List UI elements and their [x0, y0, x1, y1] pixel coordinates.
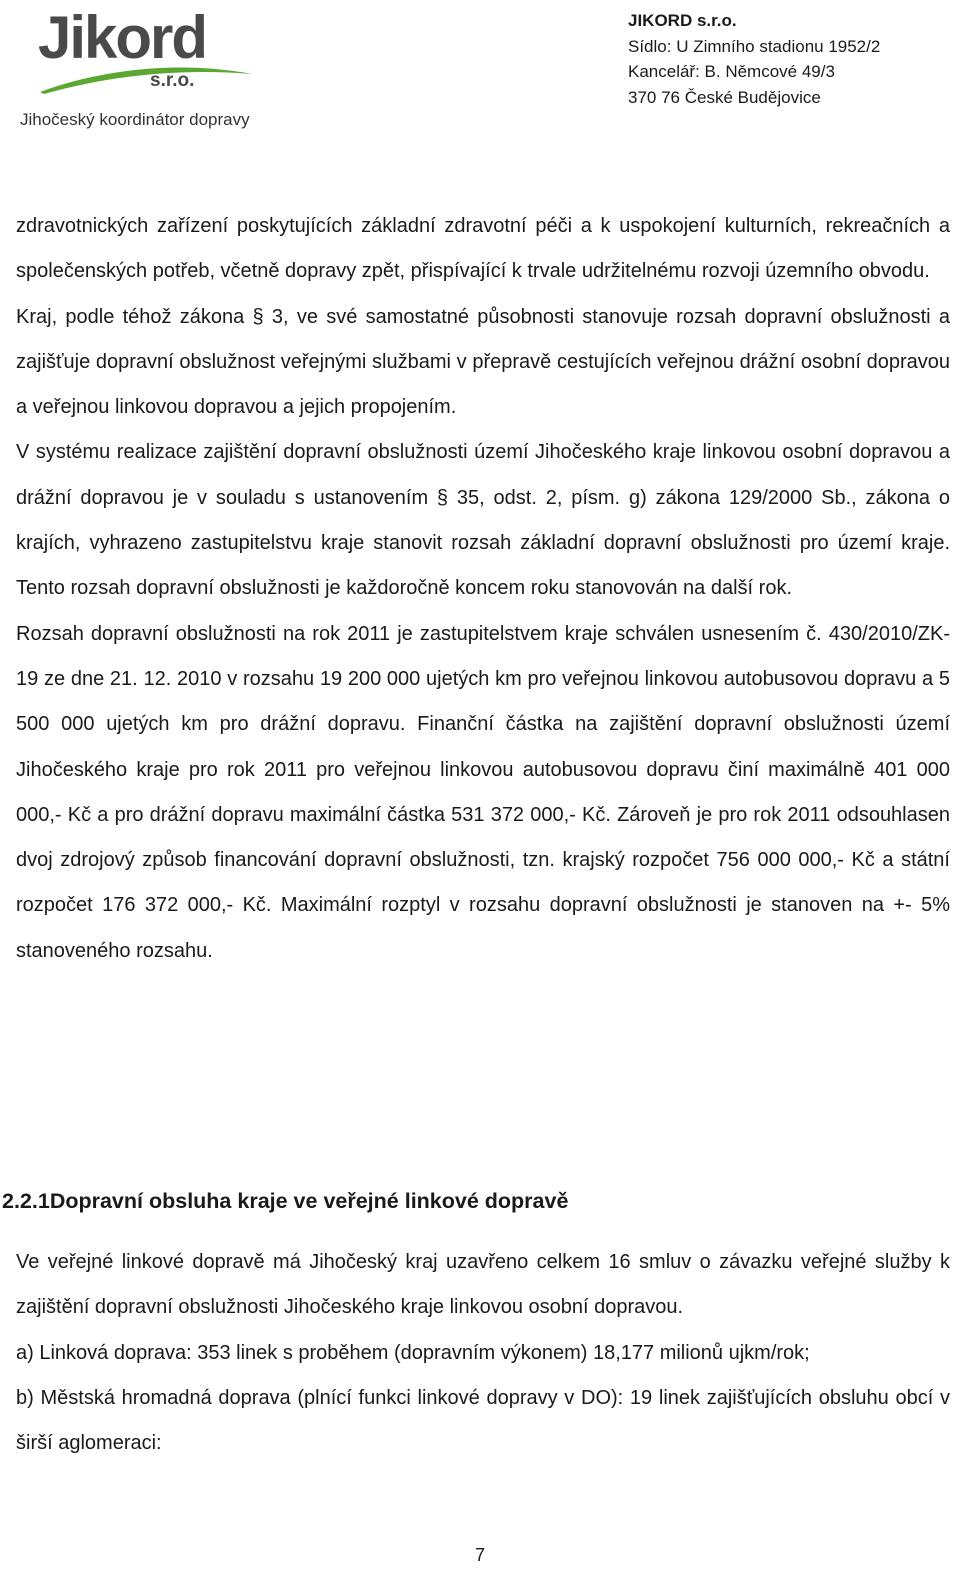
main-text	[16, 204, 950, 974]
address-line-1: Sídlo: U Zimního stadionu 1952/2	[628, 36, 881, 56]
section-paragraph-1: Ve veřejné linkové dopravě má Jihočeský kraj uzavřeno celkem 16 smluv o závazku veřejné služby k zajištění dopravní obslužnosti Jihočeského kraje linkovou osobní dopravou.	[16, 1251, 950, 1319]
company-name: JIKORD s.r.o.	[628, 11, 737, 30]
page-header	[0, 0, 960, 140]
paragraph-4: Rozsah dopravní obslužnosti na rok 2011 je zastupitelstvem kraje schválen usnesením č. 430/2010/ZK-19 ze dne 21. 12. 2010 v rozsahu 19 200 000 ujetých km pro veřejnou linkovou autobusovou dopravu a 5 500 000 ujetých km pro drážní dopravu. Finanční částka na zajištění dopravní obslužnosti území Jihočeského kraje pro rok 2011 pro veřejnou linkovou autobusovou dopravu činí maximálně 401 000 000,- Kč a pro drážní dopravu maximální částka 531 372 000,- Kč. Zároveň je pro rok 2011 odsouhlasen dvoj zdrojový způsob financování dopravní obslužnosti, tzn. krajský rozpočet 756 000 000,- Kč a státní rozpočet 176 372 000,- Kč. Maximální rozptyl v rozsahu dopravní obslužnosti je stanoven na +- 5% stanoveného rozsahu.	[16, 622, 950, 962]
section-text	[16, 1240, 950, 1466]
jikord-logo	[38, 4, 258, 100]
address-line-2: Kancelář: B. Němcové 49/3	[628, 62, 835, 81]
section-heading: 2.2.1Dopravní obsluha kraje ve veřejné linkové dopravě	[2, 1189, 569, 1213]
list-item-b: b) Městská hromadná doprava (plnící funkci linkové dopravy v DO): 19 linek zajišťujících obsluhu obcí v širší aglomeraci:	[16, 1386, 950, 1455]
paragraph-3: V systému realizace zajištění dopravní obslužnosti území Jihočeského kraje linkovou osobní dopravou a drážní dopravou je v souladu s ustanovením § 35, odst. 2, písm. g) zákona 129/2000 Sb., zákona o krajích, vyhrazeno zastupitelstvu kraje stanovit rozsah základní dopravní obslužnosti pro území kraje. Tento rozsah dopravní obslužnosti je každoročně koncem roku stanovován na další rok.	[16, 441, 950, 600]
paragraph-1: zdravotnických zařízení poskytujících základní zdravotní péči a k uspokojení kulturních, rekreačních a společenských potřeb, včetně dopravy zpět, přispívající k trvale udržitelnému rozvoji územního obvodu.	[16, 215, 950, 283]
company-address-block	[628, 8, 880, 110]
page-number: 7	[474, 1545, 485, 1565]
address-line-3: 370 76 České Budějovice	[628, 87, 821, 107]
logo-swoosh-icon	[38, 56, 258, 96]
list-item-a: a) Linková doprava: 353 linek s proběhem (dopravním výkonem) 18,177 milionů ujkm/rok;	[16, 1341, 810, 1364]
tagline: Jihočeský koordinátor dopravy	[20, 110, 250, 129]
logo-suffix: s.r.o.	[150, 70, 195, 91]
paragraph-2: Kraj, podle téhož zákona § 3, ve své samostatné působnosti stanovuje rozsah dopravní obslužnosti a zajišťuje dopravní obslužnost veřejnými službami v přepravě cestujících veřejnou drážní osobní dopravou a veřejnou linkovou dopravou a jejich propojením.	[16, 305, 950, 419]
logo-wordmark: Jikord	[38, 4, 207, 71]
